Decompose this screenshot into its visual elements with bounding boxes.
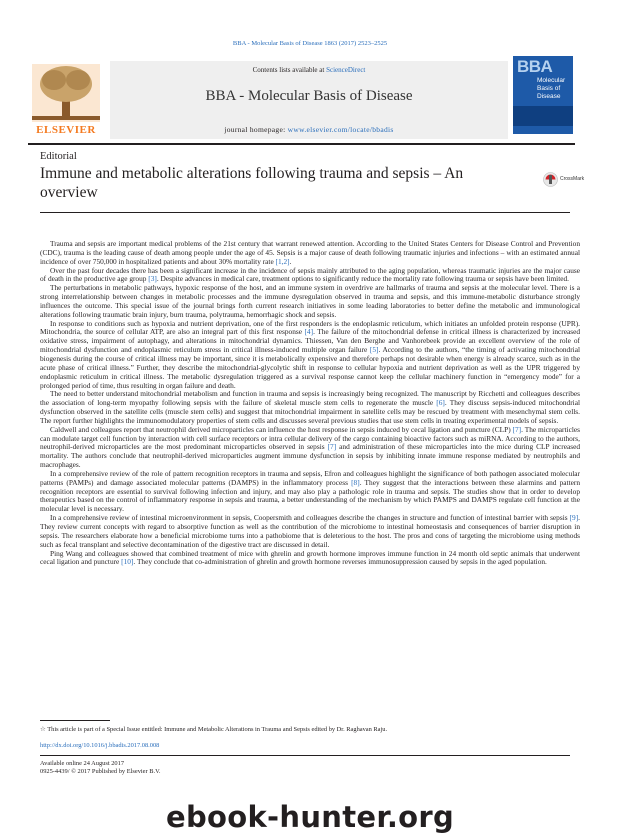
homepage-link[interactable]: www.elsevier.com/locate/bbadis <box>287 125 394 134</box>
paragraph-text: . They discuss sepsis-induced mitochondrial dysfunction observed in the satellite cells (muscle stem cells) and suggest that mitochondrial impairment in satellite cells may be rescued by treatment with mesenchymal stem cells. The report further highlights the immunomodulatory properties of stem cells and discusses several previous studies that use stem cells in treating experimental models of sepsis. <box>40 398 580 425</box>
citation-link[interactable]: [9] <box>569 513 579 523</box>
body-paragraph <box>40 267 580 285</box>
body-paragraph <box>40 320 580 391</box>
journal-title: BBA - Molecular Basis of Disease <box>205 88 413 104</box>
paragraph-text: The need to better understand mitochondrial metabolism and function in trauma and sepsis is increasingly being recognized. The manuscript by Ricchetti and colleagues describes the association of long-term myopathy following sepsis with the failure of skeletal muscle stem cells to regenerate the muscle <box>40 389 580 408</box>
title-rule <box>40 212 570 213</box>
homepage-line <box>110 125 508 134</box>
paragraph-text: In a comprehensive review of intestinal microenvironment in sepsis, Coopersmith and colleagues describe the changes in structure and function of intestinal barrier with sepsis <box>50 513 570 523</box>
article-body <box>40 240 580 567</box>
contents-prefix: Contents lists available at <box>252 66 327 74</box>
elsevier-wordmark: ELSEVIER <box>36 124 96 136</box>
citation-link[interactable]: [7] <box>327 442 337 452</box>
paragraph-text: The perturbations in metabolic pathways, hypoxic response of the host, and an immune system in overdrive are hallmarks of trauma and sepsis at the molecular level. There is a strong interrelationship between changes in metabolic processes and the immune dysregulation observed in trauma and sepsis, and this immune-metabolic disturbance strongly influences the outcome. This special issue of the journal brings forth current research initiatives in some leading laboratories to better define the metabolic and immunological alterations following traumatic brain injury, burn trauma, polytrauma, hemorrhagic shock and sepsis. <box>40 283 580 319</box>
footnote <box>40 725 580 733</box>
citation-link[interactable]: [10] <box>121 557 134 567</box>
article-title: Immune and metabolic alterations following trauma and sepsis – An overview <box>40 165 464 201</box>
journal-reference-text[interactable]: BBA - Molecular Basis of Disease 1863 (2017) 2523–2525 <box>232 40 388 47</box>
paragraph-text: Caldwell and colleagues report that neutrophil derived microparticles can influence the host response in sepsis induced by cecal ligation and puncture (CLP) <box>50 424 513 434</box>
citation-link[interactable]: [7] <box>512 424 522 434</box>
journal-reference[interactable] <box>0 40 620 47</box>
body-paragraph <box>40 514 580 549</box>
footer-rule <box>40 755 570 756</box>
cover-title: BBA <box>517 57 553 76</box>
paragraph-text: In a comprehensive review of the role of pattern recognition receptors in trauma and sepsis, Efron and colleagues highlight the significance of both pathogen associated molecular patterns (PAMPs) and damage associated molecular patterns (DAMPS) in the inflammatory process <box>40 468 580 487</box>
paragraph-text: Ping Wang and colleagues showed that combined treatment of mice with ghrelin and growth hormone improves immune function in 24 month old septic animals that underwent cecal ligation and puncture <box>40 548 580 567</box>
paragraph-text: . <box>289 256 292 266</box>
available-online: Available online 24 August 2017 <box>40 760 125 767</box>
doi-link[interactable] <box>40 742 159 749</box>
paragraph-text: Trauma and sepsis are important medical problems of the 21st century that warrant renewed attention. According to the United States Centers for Disease Control and Prevention (CDC), trauma is the leading cause of death among people under the age of 45. Sepsis is a major cause of death following traumatic injuries and infections – with an estimated annual incidence of over 750,000 in hospitalized patients and about 30% mortality rate <box>40 239 580 266</box>
paragraph-text: . According to the authors, “the timing of activating mitochondrial biogenesis during the course of critical illness may be important, since it is metabolically expensive and therefore perhaps not desirable when energy is already scarce, such as in the acute phase of critical illness.” Further, they describe the mitochondrial-glycolytic shift in response to cellular hypoxia and nutrient deprivation as well as the UPR triggered by endoplasmic reticulum in critical illness. The metabolic dysregulation triggered as a survival response cannot keep the cellular machinery function in “emergency mode” for a prolonged period of time, thus resulting in organ failure and death. <box>40 345 580 390</box>
paragraph-text: . The microparticles can modulate target cell function by interaction with cell surface receptors or intra cellular delivery of the cargo containing bioactive factors such as miRNA. According to the authors, neutrophil-derived microparticles are the most predominant microparticles observed in sepsis <box>40 424 580 452</box>
issn-copyright: 0925-4439/ © 2017 Published by Elsevier B.V. <box>40 768 161 775</box>
body-paragraph <box>40 284 580 319</box>
crossmark-label[interactable]: CrossMark <box>560 176 585 182</box>
footnote-star-icon: ☆ <box>40 726 46 733</box>
article-type: Editorial <box>40 151 77 162</box>
body-paragraph <box>40 550 580 568</box>
citation-link[interactable]: [5] <box>369 345 379 355</box>
body-paragraph <box>40 240 580 267</box>
paragraph-text: In response to conditions such as hypoxia and nutrient deprivation, one of the first responders is the endoplasmic reticulum, which initiates an unfolded protein response (UPR). Mitochondria, the source of cellular ATP, are also an integral part of this first response <box>40 318 580 337</box>
citation-link[interactable]: [3] <box>148 274 157 284</box>
footnote-text: This article is part of a Special Issue entitled: Immune and Metabolic Alterations in Trauma and Sepsis edited by Dr. Raghavan Raju. <box>45 726 388 733</box>
homepage-prefix: journal homepage: <box>224 125 288 134</box>
citation-link[interactable]: [4] <box>304 327 314 337</box>
citation-link[interactable]: [6] <box>436 398 445 408</box>
body-paragraph <box>40 426 580 470</box>
cover-subtitle: Molecular Basis of Disease <box>537 77 566 100</box>
header-rule <box>28 143 575 145</box>
paragraph-text: . The failure of the mitochondrial defense in critical illness is characterized by increased oxidative stress, impairment of autophagy, and alterations in mitochondrial dynamics. Thiessen, Van den Berghe and Vanhorebeek provide an excellent overview of the role of mitochondrial dysfunction and endoplasmic reticulum stress in critical illness-induced multiple organ failure <box>40 327 581 355</box>
doi-text[interactable]: http://dx.doi.org/10.1016/j.bbadis.2017.08.008 <box>40 742 160 749</box>
paragraph-text: . Despite advances in medical care, treatment options to significantly reduce the mortality rate following trauma or sepsis have been limited. <box>156 274 570 284</box>
paragraph-text: Over the past four decades there has been a significant increase in the incidence of sepsis mainly attributed to the aging population, whereas traumatic injuries are the major cause of death in the productive age group <box>40 265 580 284</box>
citation-link[interactable]: [8] <box>351 477 360 487</box>
paragraph-text: and administration of these microparticles into the mice during CLP increased mortality. The authors conclude that neutrophil-derived microparticles augment immune dysfunction in sepsis by inhibiting innate immune response mediated by neutrophils and macrophages. <box>40 442 581 470</box>
footnote-rule <box>40 720 110 721</box>
contents-line <box>110 66 508 74</box>
watermark: ebook-hunter.org <box>165 800 455 834</box>
paragraph-text: . They review current concepts with regard to absorptive function as well as the contribution of the microbiome to intestinal homeostasis and consequences of barrier disruption in sepsis. The researchers elaborate how a beneficial microbiome turns into a pathobiome that is deleterious to the host. The pros and cons of targeting the microbiome using methods such as fecal transplant and selective decontamination of the digestive tract are discussed in detail. <box>40 513 580 549</box>
paragraph-text: . They conclude that co-administration of ghrelin and growth hormone reverses immunosuppression caused by sepsis in the aged population. <box>133 557 547 567</box>
body-paragraph <box>40 390 580 425</box>
journal-cover-thumbnail[interactable] <box>513 56 573 134</box>
citation-link[interactable]: [1,2] <box>275 256 290 266</box>
sciencedirect-link[interactable]: ScienceDirect <box>326 66 366 74</box>
paragraph-text: . They suggest that the interactions between these alarmins and pattern recognition receptors are essential to survival following infection and injury, and may also play a pathologic role in trauma and sepsis. The studies show that in order to develop therapeutics based on the control of inflammatory response in sepsis and trauma, a better understanding of the mechanism by which PAMPS and DAMPS regulate cell function at the molecular level is necessary. <box>40 477 580 514</box>
cover-band <box>513 106 573 126</box>
body-paragraph <box>40 470 580 514</box>
crossmark-icon[interactable] <box>543 172 558 187</box>
